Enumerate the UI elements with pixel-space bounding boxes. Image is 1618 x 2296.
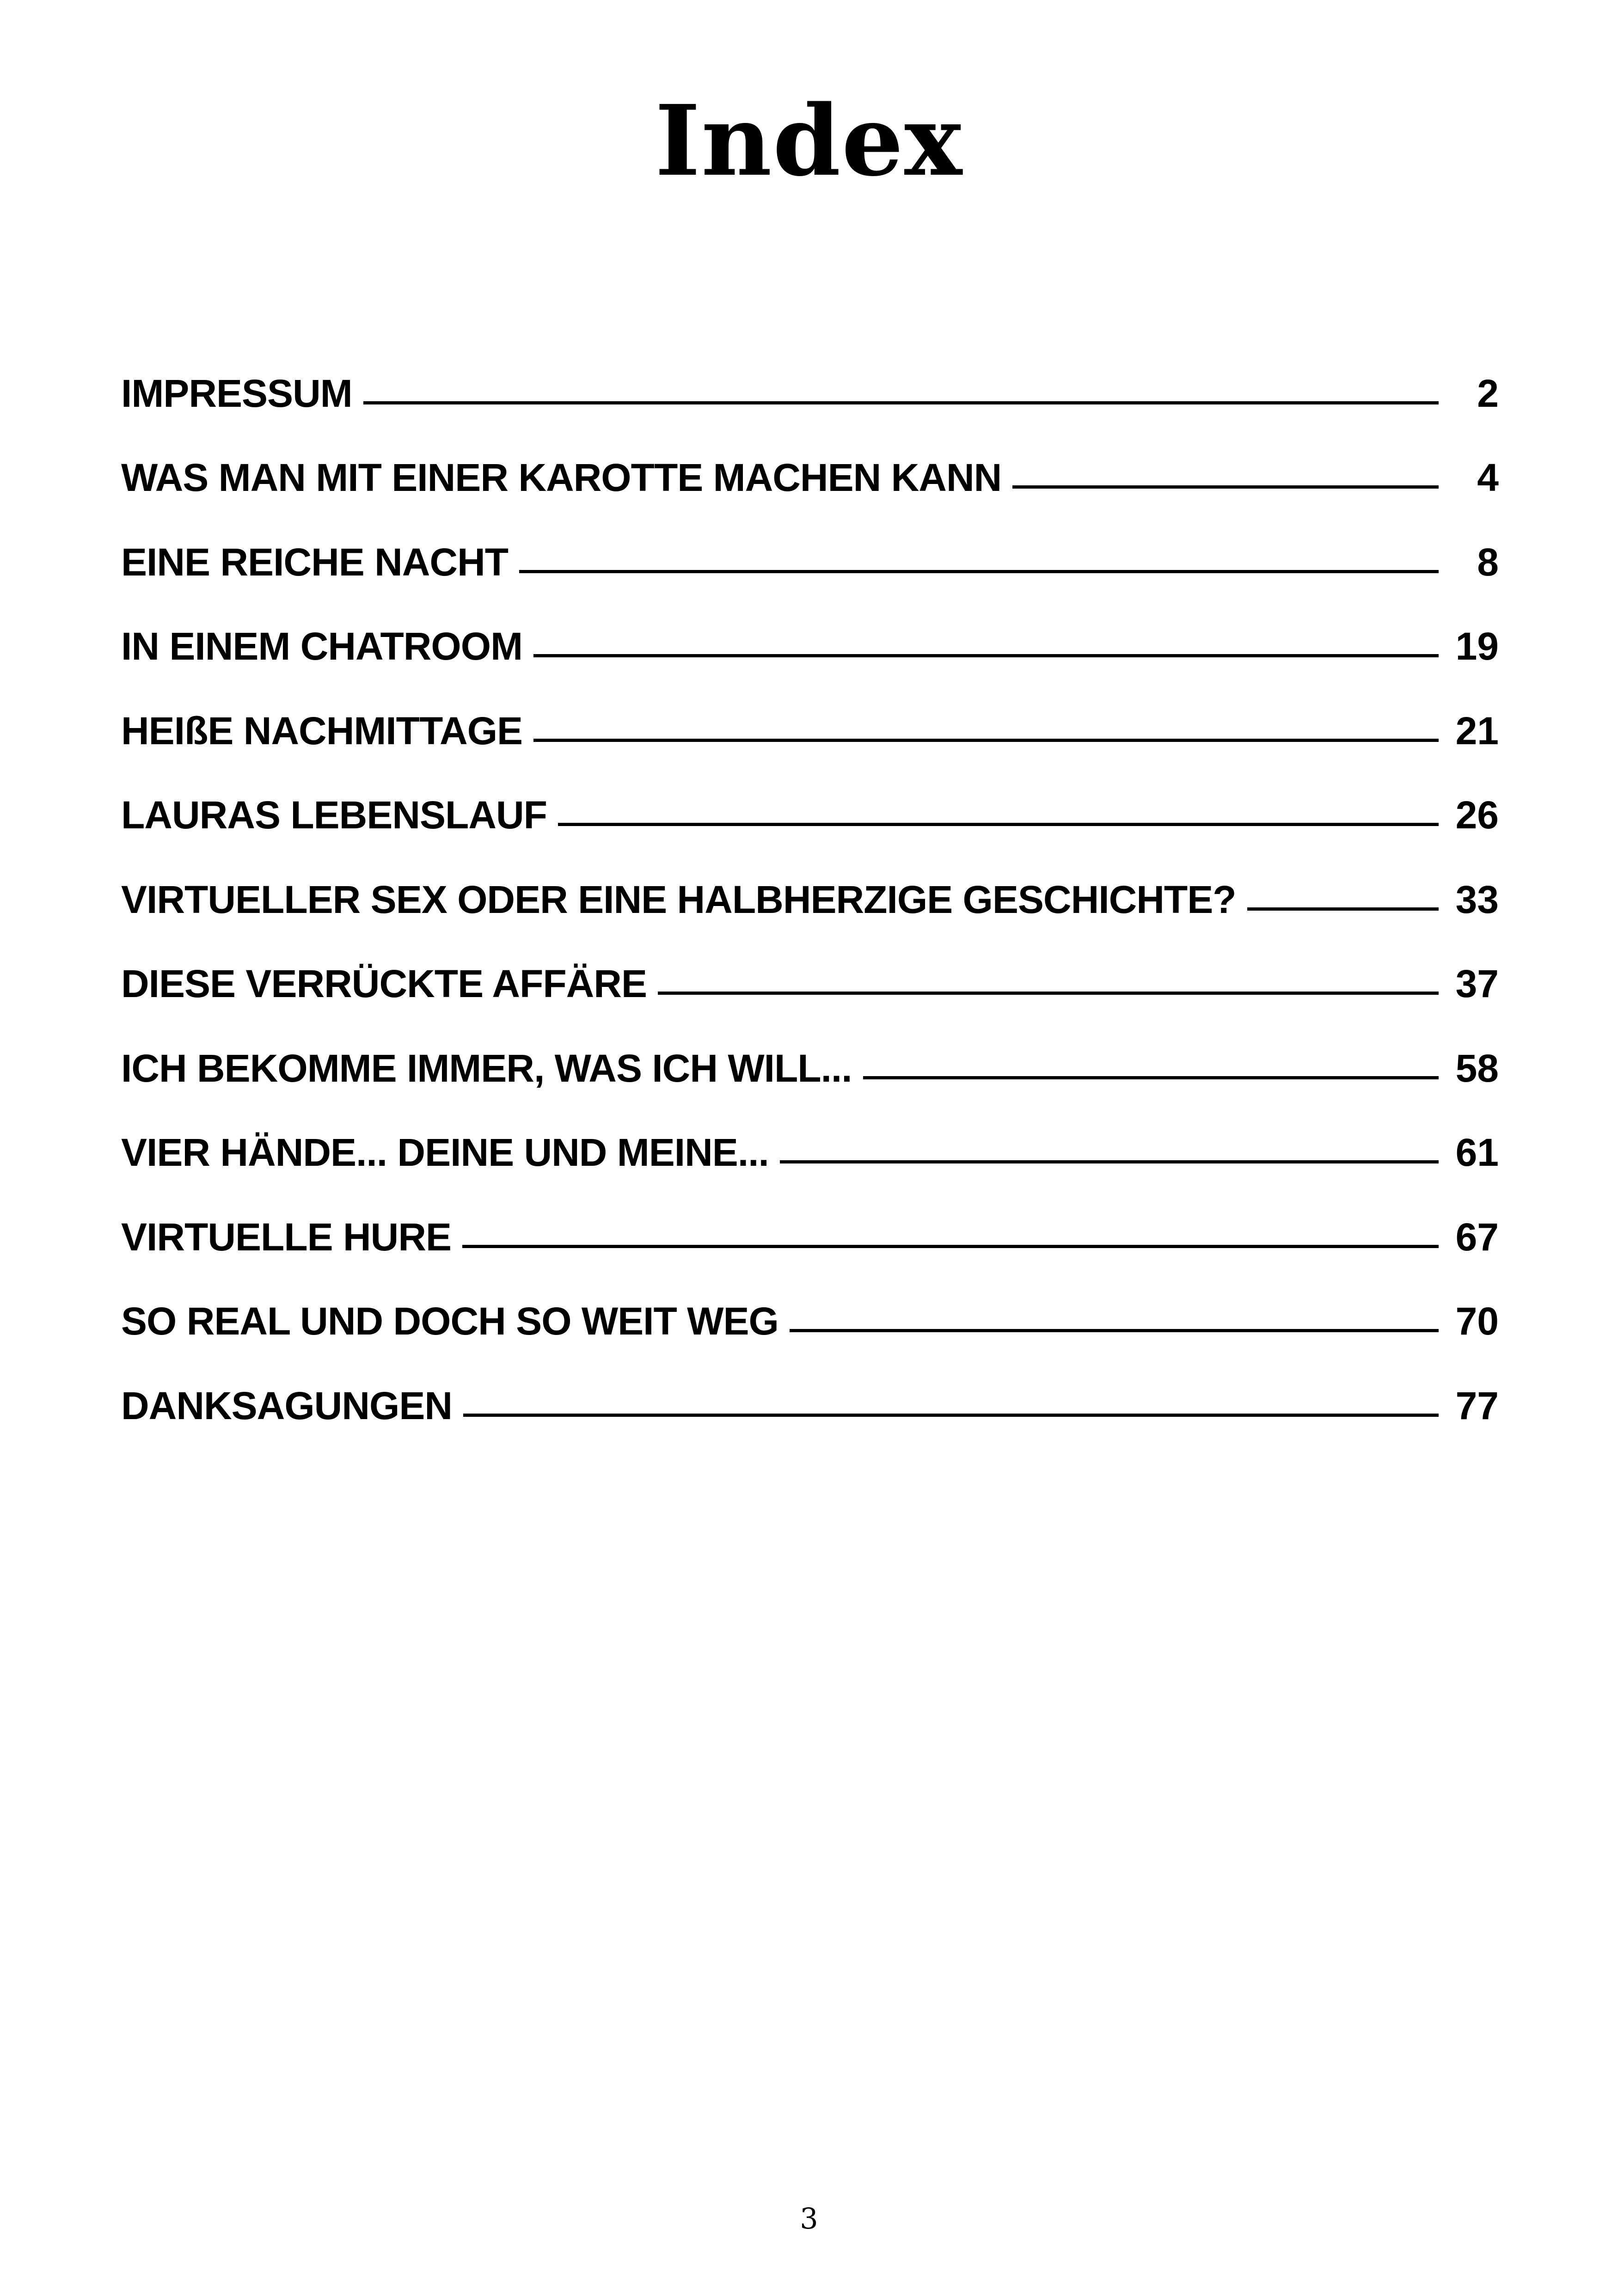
toc-entry (121, 754, 1499, 839)
page-title: Index (655, 84, 963, 198)
toc-leader-line (363, 401, 1439, 404)
toc-entry-page: 26 (1455, 793, 1499, 837)
toc-entry (121, 1260, 1499, 1345)
toc-entry-page: 2 (1477, 371, 1499, 415)
toc-entry (121, 1344, 1499, 1429)
toc-entry (121, 838, 1499, 923)
toc-entry-title: IMPRESSUM (121, 371, 352, 415)
toc-entry-page: 8 (1477, 540, 1499, 584)
toc-entry (121, 669, 1499, 754)
toc-entry-title: IN EINEM CHATROOM (121, 625, 523, 668)
toc-entry-page: 19 (1455, 625, 1499, 668)
toc-leader-line (658, 992, 1439, 995)
toc-entry-title: LAURAS LEBENSLAUF (121, 793, 547, 837)
toc-entry-page: 33 (1455, 877, 1499, 921)
toc-entry-page: 61 (1455, 1131, 1499, 1174)
toc-leader-line (863, 1076, 1439, 1079)
page-number: 3 (800, 2202, 818, 2235)
toc-leader-line (1247, 907, 1439, 911)
toc-leader-line (533, 654, 1439, 657)
toc-entry-title: DANKSAGUNGEN (121, 1384, 453, 1427)
toc-entry-title: SO REAL UND DOCH SO WEIT WEG (121, 1299, 778, 1343)
toc-entry (121, 1007, 1499, 1091)
table-of-contents (121, 332, 1499, 1429)
toc-leader-line (533, 739, 1439, 742)
toc-entry (121, 501, 1499, 585)
toc-entry-page: 58 (1455, 1046, 1499, 1090)
toc-leader-line (790, 1329, 1439, 1332)
toc-leader-line (463, 1414, 1439, 1417)
toc-entry-title: VIRTUELLER SEX ODER EINE HALBHERZIGE GESCHICHTE? (121, 877, 1236, 921)
toc-entry-title: VIRTUELLE HURE (121, 1215, 452, 1259)
toc-entry-page: 21 (1455, 709, 1499, 753)
toc-entry-title: WAS MAN MIT EINER KAROTTE MACHEN KANN (121, 456, 1002, 499)
toc-leader-line (1012, 485, 1439, 489)
toc-entry-title: EINE REICHE NACHT (121, 540, 509, 584)
toc-entry (121, 923, 1499, 1007)
toc-entry-page: 70 (1455, 1299, 1499, 1343)
toc-leader-line (780, 1160, 1439, 1163)
toc-leader-line (462, 1245, 1439, 1248)
toc-entry (121, 1176, 1499, 1260)
toc-entry (121, 1091, 1499, 1176)
toc-entry (121, 416, 1499, 501)
toc-leader-line (519, 570, 1439, 573)
toc-entry-page: 4 (1477, 456, 1499, 499)
toc-entry-title: ICH BEKOMME IMMER, WAS ICH WILL... (121, 1046, 852, 1090)
toc-entry-page: 77 (1455, 1384, 1499, 1427)
toc-entry-title: VIER HÄNDE... DEINE UND MEINE... (121, 1131, 769, 1174)
toc-entry-page: 37 (1455, 962, 1499, 1005)
toc-entry (121, 585, 1499, 670)
toc-entry (121, 332, 1499, 416)
toc-leader-line (558, 823, 1439, 826)
toc-entry-page: 67 (1455, 1215, 1499, 1259)
toc-entry-title: DIESE VERRÜCKTE AFFÄRE (121, 962, 647, 1005)
toc-entry-title: HEIßE NACHMITTAGE (121, 709, 523, 753)
